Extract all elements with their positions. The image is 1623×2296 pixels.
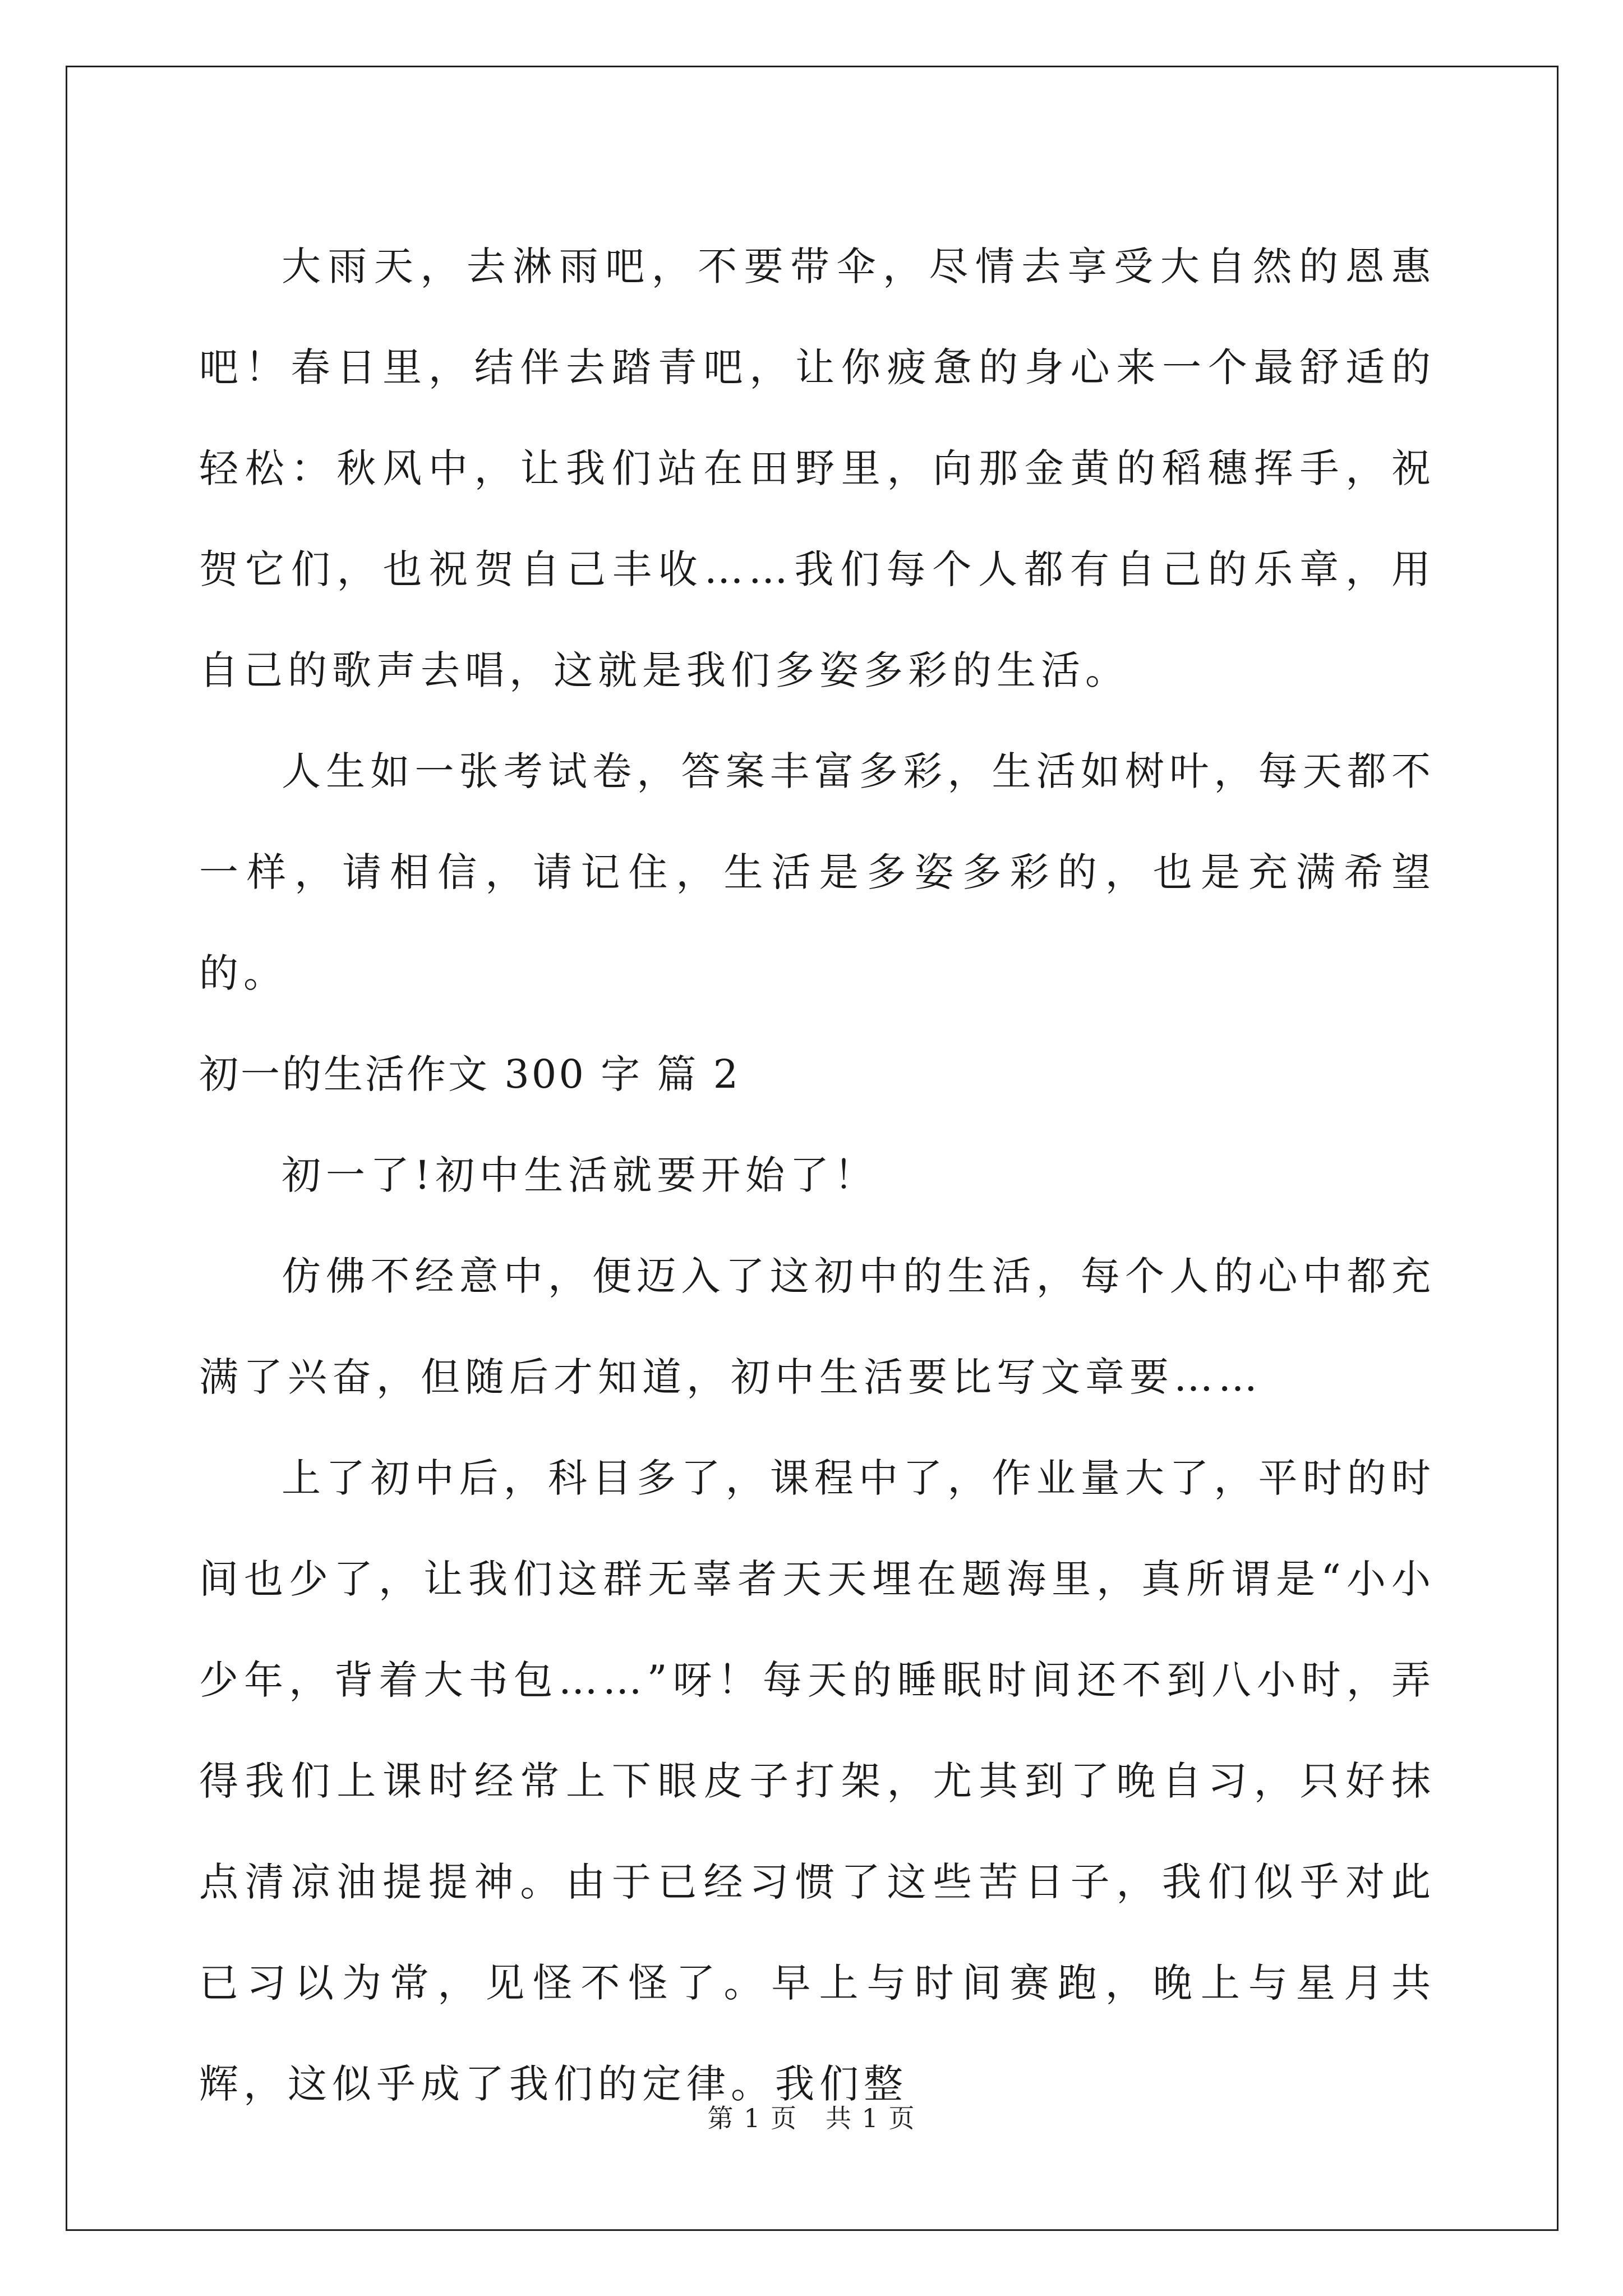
paragraph-life-exam: 人生如一张考试卷，答案丰富多彩，生活如树叶，每天都不一样，请相信，请记住，生活是多姿多彩的，也是充满希望的。 [199,748,1436,996]
page-number: 第 1 页 [707,2103,798,2133]
paragraph-junior-start: 初一了!初中生活就要开始了！ [282,1152,879,1198]
document-body [199,216,1436,2134]
paragraph-rainy-day: 大雨天，去淋雨吧，不要带伞，尽情去享受大自然的恩惠吧！春日里，结伴去踏青吧，让你疲惫的身心来一个最舒适的轻松：秋风中，让我们站在田野里，向那金黄的稻穗挥手，祝贺它们，也祝贺自己丰收……我们每个人都有自己的乐章，用自己的歌声去唱，这就是我们多姿多彩的生活。 [199,243,1436,693]
page-footer [0,2098,1623,2135]
section-heading: 初一的生活作文 300 字 篇 2 [199,1051,741,1097]
paragraph-busy-life: 上了初中后，科目多了，课程中了，作业量大了，平时的时间也少了，让我们这群无辜者天天埋在题海里，真所谓是“小小少年，背着大书包……”呀！每天的睡眠时间还不到八小时，弄得我们上课时经常上下眼皮子打架，尤其到了晚自习，只好抹点清凉油提提神。由于已经习惯了这些苦日子，我们似乎对此已习以为常，见怪不怪了。早上与时间赛跑，晚上与星月共辉，这似乎成了我们的定律。我们整 [199,1455,1436,2107]
page-total: 共 1 页 [825,2103,916,2133]
paragraph-unaware: 仿佛不经意中，便迈入了这初中的生活，每个人的心中都充满了兴奋，但随后才知道，初中生活要比写文章要…… [199,1253,1436,1400]
